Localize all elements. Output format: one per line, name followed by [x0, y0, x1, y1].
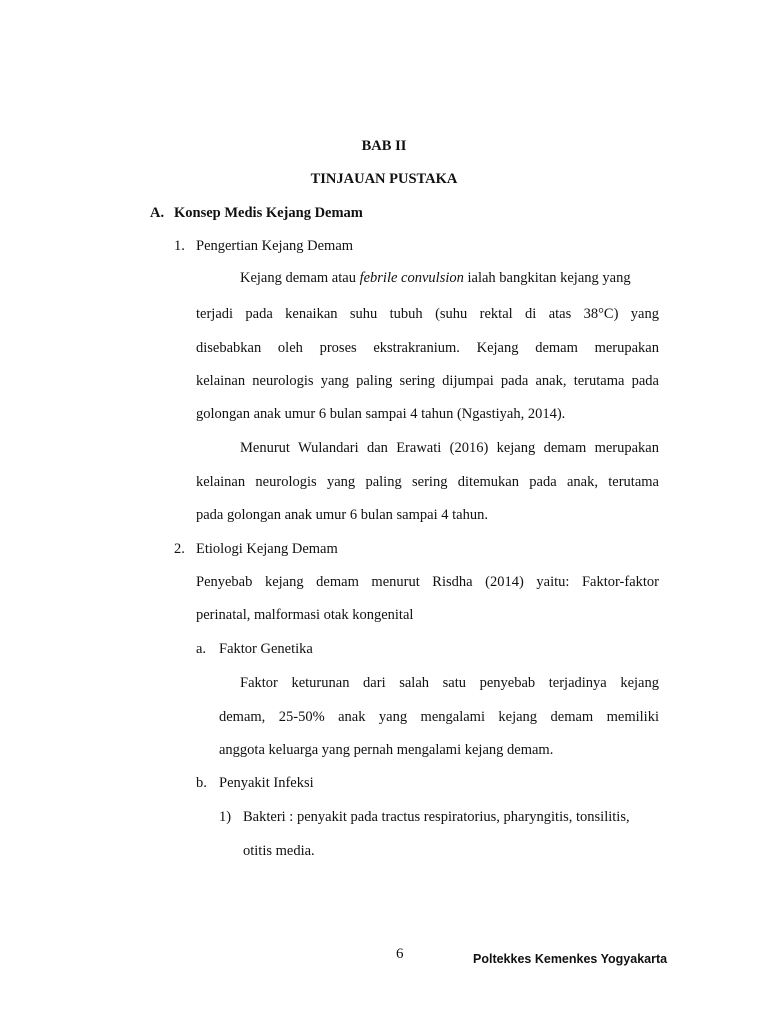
item-1-p1-line4: kelainan neurologis yang paling sering dijumpai pada anak, terutama pada: [196, 373, 659, 389]
item-1-p1-line1-italic: febrile convulsion: [359, 270, 464, 286]
item-1-p2-line1: Menurut Wulandari dan Erawati (2016) kejang demam merupakan: [240, 440, 659, 456]
item-2a-line2: demam, 25-50% anak yang mengalami kejang demam memiliki: [219, 709, 659, 725]
item-1-p1-line3: disebabkan oleh proses ekstrakranium. Kejang demam merupakan: [196, 340, 659, 356]
item-2b-marker: b.: [196, 775, 207, 791]
chapter-heading: BAB II: [361, 138, 407, 154]
section-a-title: Konsep Medis Kejang Demam: [174, 205, 363, 221]
chapter-title: TINJAUAN PUSTAKA: [310, 171, 458, 187]
footer-institution: Poltekkes Kemenkes Yogyakarta: [473, 952, 668, 966]
item-2-p1-line1: Penyebab kejang demam menurut Risdha (2014) yaitu: Faktor-faktor: [196, 574, 659, 590]
item-2a-line3: anggota keluarga yang pernah mengalami kejang demam.: [219, 742, 554, 758]
item-2b1-line2: otitis media.: [243, 843, 315, 859]
item-2-p1-line2: perinatal, malformasi otak kongenital: [196, 607, 414, 623]
item-2a-line1: Faktor keturunan dari salah satu penyebab terjadinya kejang: [240, 675, 659, 691]
item-1-p1-line1: [240, 270, 631, 287]
item-1-p1-line1a: Kejang demam atau: [240, 270, 360, 286]
item-2a-marker: a.: [196, 641, 207, 657]
item-1-p1-line2: terjadi pada kenaikan suhu tubuh (suhu rektal di atas 38°C) yang: [196, 306, 659, 322]
item-1-p2-line2: kelainan neurologis yang paling sering ditemukan pada anak, terutama: [196, 474, 659, 490]
item-2b-title: Penyakit Infeksi: [219, 775, 314, 791]
item-1-title: Pengertian Kejang Demam: [196, 238, 354, 254]
item-1-marker: 1.: [174, 238, 185, 254]
item-2-title: Etiologi Kejang Demam: [196, 541, 338, 557]
item-2a-title: Faktor Genetika: [219, 641, 313, 657]
item-1-p1-line5: golongan anak umur 6 bulan sampai 4 tahun (Ngastiyah, 2014).: [196, 406, 566, 422]
item-2b1-marker: 1): [219, 809, 232, 825]
page-number: 6: [396, 946, 404, 962]
item-2-marker: 2.: [174, 541, 185, 557]
item-1-p1-line1c: ialah bangkitan kejang yang: [463, 270, 631, 286]
section-a-marker: A.: [150, 205, 165, 221]
item-2b1-line1: Bakteri : penyakit pada tractus respiratorius, pharyngitis, tonsilitis,: [243, 809, 630, 825]
item-1-p2-line3: pada golongan anak umur 6 bulan sampai 4 tahun.: [196, 507, 488, 523]
